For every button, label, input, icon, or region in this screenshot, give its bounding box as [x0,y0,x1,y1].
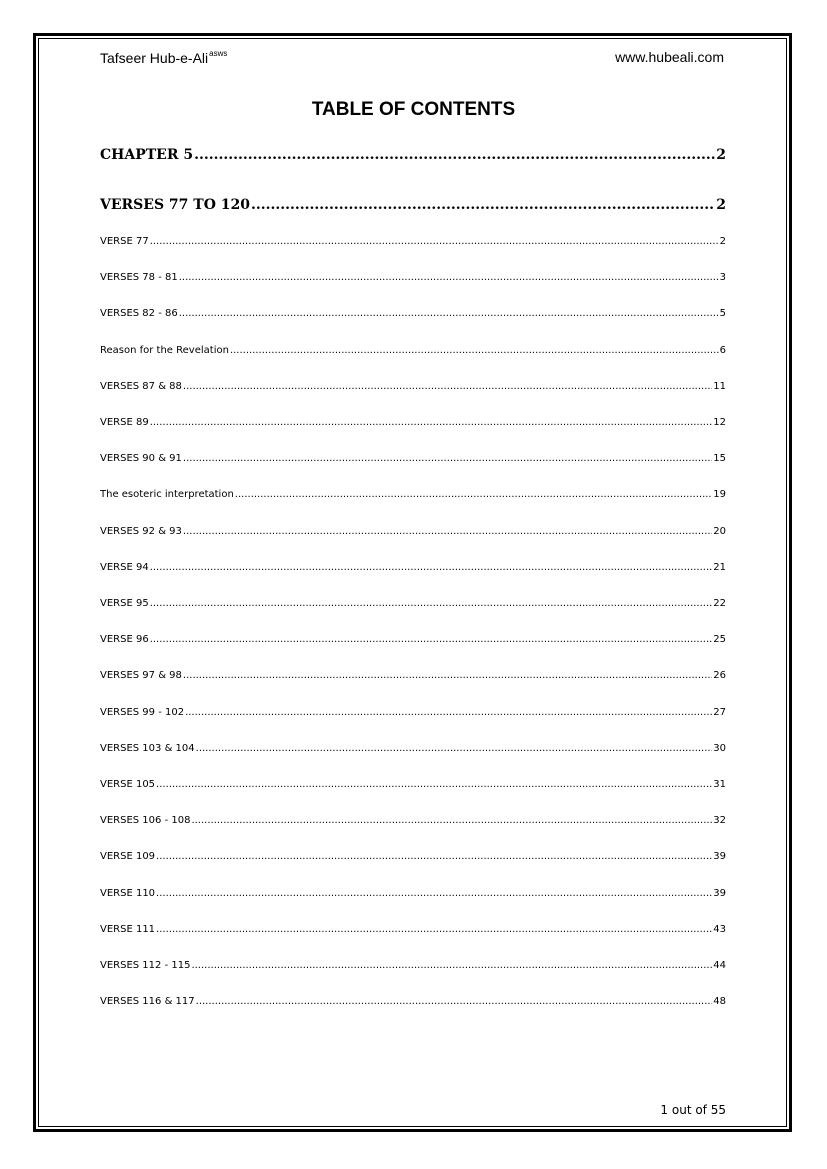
toc-entry-leader [150,236,719,247]
toc-list [100,0,726,1169]
toc-entry[interactable] [100,743,726,754]
toc-entry-label: VERSE 95 [100,598,149,609]
toc-entry-page: 2 [716,197,726,213]
toc-entry-leader [156,888,712,899]
toc-entry-label: VERSES 103 & 104 [100,742,195,754]
toc-entry-page: 32 [713,815,726,827]
toc-entry-label: VERSE 96 [100,634,149,646]
toc-entry-page: 39 [713,851,726,863]
toc-entry[interactable] [100,815,726,826]
toc-entry-leader [251,197,715,213]
toc-entry-label: Reason for the Revelation [100,344,229,356]
toc-entry-leader [196,743,713,754]
toc-entry-page: 22 [713,598,726,609]
toc-entry[interactable] [100,197,726,213]
toc-entry-label: VERSE 77 [100,236,149,247]
toc-entry[interactable] [100,562,726,573]
toc-entry-page: 27 [713,706,726,718]
page-indicator: 1 out of 55 [660,1103,726,1117]
toc-entry-label: VERSES 92 & 93 [100,525,182,537]
toc-entry-page: 48 [713,996,726,1008]
header-title-text: Tafseer Hub-e-Ali [100,50,209,66]
toc-entry-leader [185,707,712,718]
toc-entry-leader [179,272,719,283]
toc-entry[interactable] [100,381,726,392]
toc-entry-leader [183,453,712,464]
toc-entry-page: 25 [713,634,726,646]
toc-entry[interactable] [100,634,726,645]
toc-entry-leader [183,670,712,681]
toc-entry-page: 12 [713,417,726,428]
toc-entry-page: 43 [713,923,726,935]
toc-entry-label: VERSES 112 - 115 [100,960,191,971]
toc-entry-label: VERSE 94 [100,561,149,573]
toc-entry[interactable] [100,526,726,537]
toc-entry-leader [230,345,719,356]
toc-entry[interactable] [100,960,726,971]
toc-entry-page: 44 [713,960,726,971]
toc-entry-page: 20 [713,525,726,537]
toc-entry-page: 5 [719,308,726,320]
toc-entry-label: VERSE 110 [100,887,156,899]
toc-entry[interactable] [100,888,726,899]
toc-entry-leader [179,308,719,319]
toc-entry-label: CHAPTER 5 [100,147,194,163]
toc-entry[interactable] [100,924,726,935]
toc-entry-leader [194,147,715,163]
toc-entry-leader [150,562,713,573]
toc-entry-label: VERSES 87 & 88 [100,380,182,392]
toc-entry[interactable] [100,417,726,428]
toc-entry-label: The esoteric interpretation [100,489,234,501]
toc-entry-leader [156,851,712,862]
toc-entry[interactable] [100,489,726,500]
toc-entry-page: 2 [719,236,726,247]
toc-entry-page: 6 [719,344,726,356]
toc-entry-label: VERSES 99 - 102 [100,706,185,718]
toc-entry[interactable] [100,345,726,356]
toc-entry-page: 2 [716,147,726,163]
toc-entry-label: VERSES 90 & 91 [100,453,182,465]
header-title-superscript: asws [209,49,228,58]
toc-entry-leader [196,996,713,1007]
toc-entry-label: VERSES 77 TO 120 [100,197,251,213]
toc-entry-leader [191,960,712,971]
toc-entry-leader [156,779,712,790]
toc-entry-leader [150,598,713,609]
toc-entry-label: VERSES 82 - 86 [100,308,178,320]
toc-entry[interactable] [100,851,726,862]
toc-entry-page: 21 [713,561,726,573]
toc-entry-label: VERSE 105 [100,779,156,790]
toc-entry-leader [191,815,712,826]
toc-entry-leader [183,526,712,537]
toc-entry[interactable] [100,272,726,283]
toc-entry-page: 3 [719,272,726,284]
toc-entry-page: 19 [713,489,726,501]
toc-entry[interactable] [100,670,726,681]
toc-entry-page: 30 [713,742,726,754]
toc-entry-leader [183,381,712,392]
toc-entry[interactable] [100,779,726,790]
toc-entry-label: VERSE 111 [100,923,156,935]
toc-entry-leader [150,417,713,428]
toc-entry-page: 15 [713,453,726,465]
toc-entry[interactable] [100,598,726,609]
toc-entry[interactable] [100,453,726,464]
toc-entry-page: 11 [713,380,726,392]
toc-entry[interactable] [100,707,726,718]
header-website: www.hubeali.com [615,49,724,65]
toc-entry-label: VERSES 106 - 108 [100,815,191,827]
toc-entry-leader [156,924,712,935]
toc-entry[interactable] [100,236,726,247]
toc-entry-label: VERSES 78 - 81 [100,272,178,284]
toc-entry-label: VERSES 97 & 98 [100,670,182,682]
toc-entry-page: 31 [713,779,726,790]
toc-entry-label: VERSES 116 & 117 [100,996,195,1008]
toc-entry-label: VERSE 89 [100,417,149,428]
toc-entry[interactable] [100,147,726,163]
toc-entry-page: 26 [713,670,726,682]
toc-entry-page: 39 [713,887,726,899]
toc-entry-leader [150,634,713,645]
toc-heading: TABLE OF CONTENTS [311,99,516,120]
toc-entry[interactable] [100,308,726,319]
toc-entry-label: VERSE 109 [100,851,156,863]
toc-entry-leader [235,489,712,500]
toc-entry[interactable] [100,996,726,1007]
